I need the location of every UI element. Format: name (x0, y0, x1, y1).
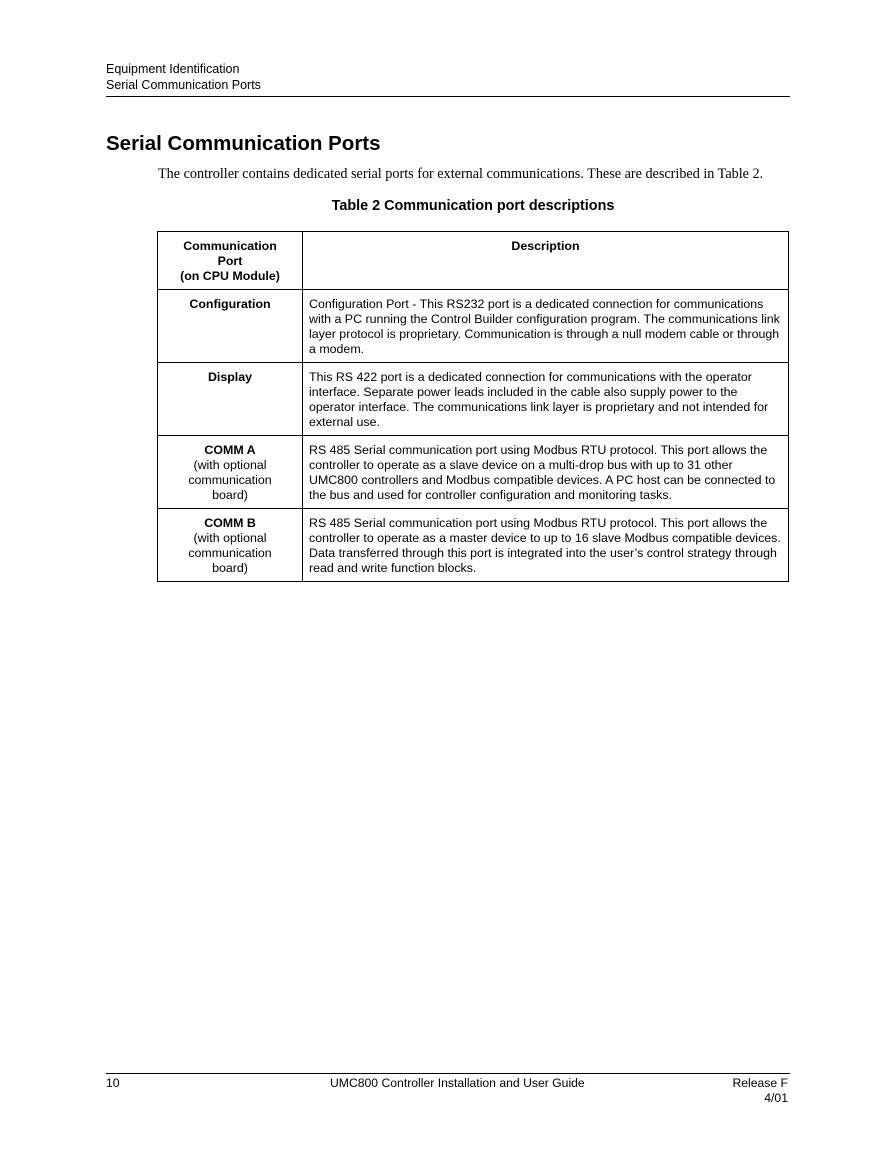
document-title: UMC800 Controller Installation and User Guide (330, 1076, 585, 1090)
port-cell (158, 290, 303, 363)
port-name: Display (207, 370, 253, 384)
release-label: Release F (732, 1076, 788, 1090)
release-info (732, 1076, 788, 1105)
description-cell: RS 485 Serial communication port using Modbus RTU protocol. This port allows the controller to operate as a master device to up to 16 slave Modbus compatible devices. Data transferred through this port is integrated into the user’s control strategy through read and write function blocks. (303, 509, 789, 582)
port-note: (with optional (193, 458, 267, 472)
table-caption: Table 2 Communication port descriptions (331, 198, 615, 214)
port-header-line: (on CPU Module) (180, 269, 280, 283)
section-title: Serial Communication Ports (106, 132, 381, 155)
port-cell (158, 509, 303, 582)
header-rule (106, 96, 790, 97)
port-note: communication (188, 473, 272, 487)
port-note: communication (188, 546, 272, 560)
table-row (158, 363, 789, 436)
port-description-table (157, 231, 789, 582)
description-cell: RS 485 Serial communication port using Modbus RTU protocol. This port allows the controller to operate as a slave device on a multi-drop bus with up to 31 other UMC800 controllers and Modbus compatible devices. A PC host can be connected to the bus and used for controller configuration and monitoring tasks. (303, 436, 789, 509)
running-header (106, 62, 261, 93)
port-name: COMM A (204, 443, 256, 457)
port-header-line: Port (217, 254, 243, 268)
table-row (158, 509, 789, 582)
footer-rule (106, 1073, 790, 1074)
intro-paragraph: The controller contains dedicated serial ports for external communications. These are described in Table 2. (158, 166, 764, 182)
port-cell (158, 363, 303, 436)
description-cell: Configuration Port - This RS232 port is a dedicated connection for communications with a PC running the Control Builder configuration program. The communications link layer protocol is proprietary. Communication is through a null modem cable or through a modem. (303, 290, 789, 363)
release-date: 4/01 (764, 1090, 788, 1105)
port-note: (with optional (193, 531, 267, 545)
table-header-row (158, 232, 789, 290)
header-line-2: Serial Communication Ports (106, 77, 261, 92)
description-cell: This RS 422 port is a dedicated connection for communications with the operator interface. Separate power leads included in the cable also supply power to the operator interface. The communications link layer is proprietary and not intended for external use. (303, 363, 789, 436)
port-name: COMM B (204, 516, 256, 530)
table-row (158, 290, 789, 363)
table-row (158, 436, 789, 509)
header-line-1: Equipment Identification (106, 62, 240, 76)
port-header-line: Communication (183, 239, 277, 253)
page-number: 10 (106, 1076, 120, 1090)
port-name: Configuration (189, 297, 271, 311)
port-note: board) (212, 488, 248, 502)
description-column-header: Description (303, 232, 789, 290)
port-cell (158, 436, 303, 509)
port-column-header (158, 232, 303, 290)
port-note: board) (212, 561, 248, 575)
